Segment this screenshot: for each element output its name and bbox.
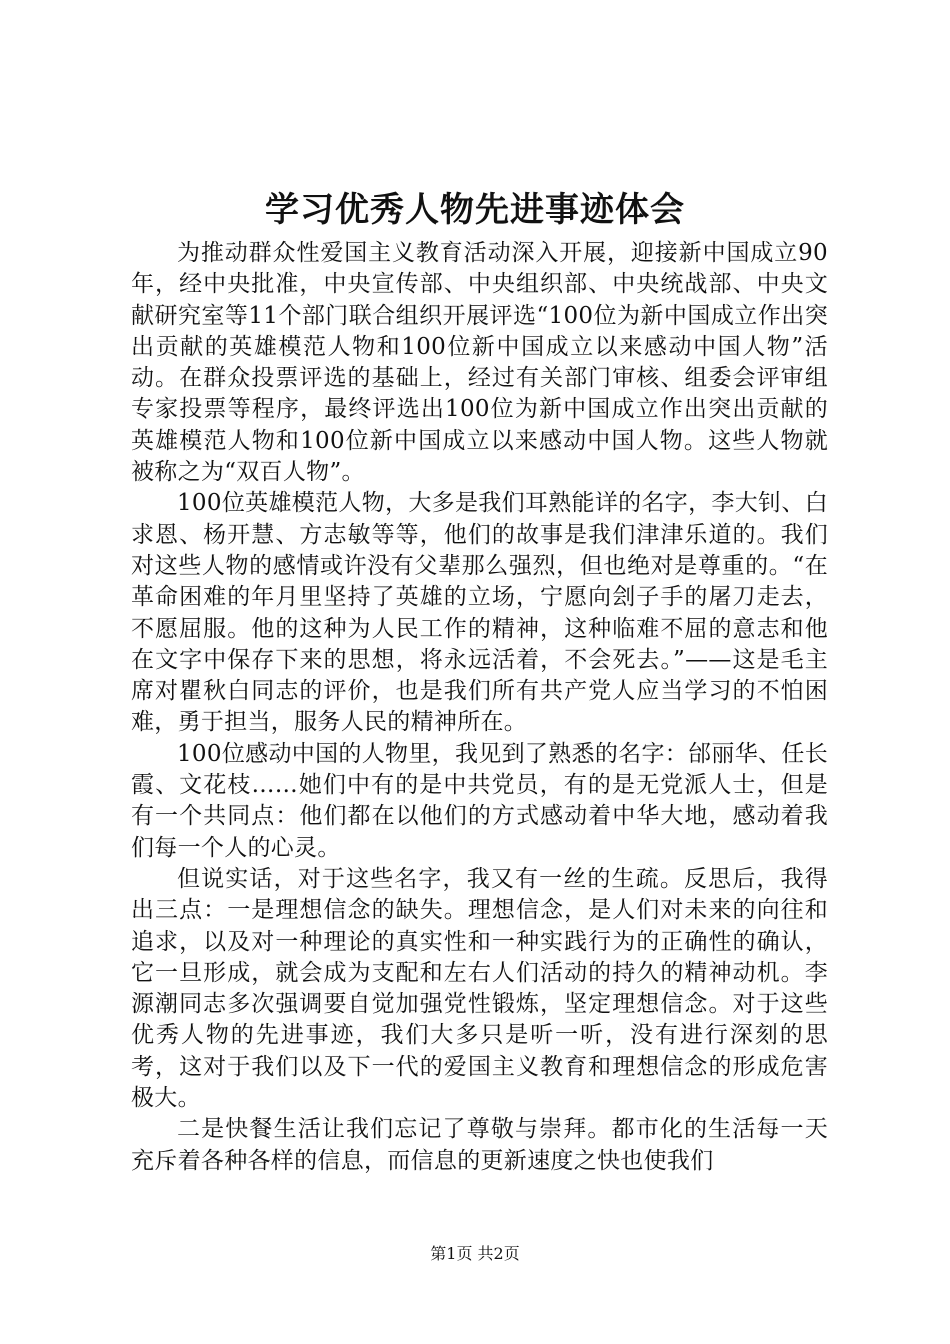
paragraph: 100位英雄模范人物，大多是我们耳熟能详的名字，李大钊、白求恩、杨开慧、方志敏等等，他们的故事是我们津津乐道的。我们对这些人物的感情或许没有父辈那么强烈，但也绝对是尊重的。“在革命困难的年月里坚持了英雄的立场，宁愿向刽子手的屠刀走去，不愿屈服。他的这种为人民工作的精神，这种临难不屈的意志和他在文字中保存下来的思想，将永远活着，不会死去。”——这是毛主席对瞿秋白同志的评价，也是我们所有共产党人应当学习的不怕困难，勇于担当，服务人民的精神所在。 [131,490,828,736]
paragraph: 二是快餐生活让我们忘记了尊敬与崇拜。都市化的生活每一天充斥着各种各样的信息，而信息的更新速度之快也使我们 [131,1116,828,1174]
paragraph: 为推动群众性爱国主义教育活动深入开展，迎接新中国成立90年，经中央批准，中央宣传部、中央组织部、中央统战部、中央文献研究室等11个部门联合组织开展评选“100位为新中国成立作出突出贡献的英雄模范人物和100位新中国成立以来感动中国人物”活动。在群众投票评选的基础上，经过有关部门审核、组委会评审组专家投票等程序，最终评选出100位为新中国成立作出突出贡献的英雄模范人物和100位新中国成立以来感动中国人物。这些人物就被称之为“双百人物”。 [131,240,828,486]
document-body [131,238,828,1177]
document-title: 学习优秀人物先进事迹体会 [265,190,685,230]
paragraph: 100位感动中国的人物里，我见到了熟悉的名字：邰丽华、任长霞、文花枝……她们中有的是中共党员，有的是无党派人士，但是有一个共同点：他们都在以他们的方式感动着中华大地，感动着我们每一个人的心灵。 [131,740,828,861]
paragraph: 但说实话，对于这些名字，我又有一丝的生疏。反思后，我得出三点：一是理想信念的缺失。理想信念，是人们对未来的向往和追求，以及对一种理论的真实性和一种实践行为的正确性的确认，它一旦形成，就会成为支配和左右人们活动的持久的精神动机。李源潮同志多次强调要自觉加强党性锻炼，坚定理想信念。对于这些优秀人物的先进事迹，我们大多只是听一听，没有进行深刻的思考，这对于我们以及下一代的爱国主义教育和理想信念的形成危害极大。 [131,865,828,1112]
page-number-footer: 第1页 共2页 [430,1244,520,1263]
